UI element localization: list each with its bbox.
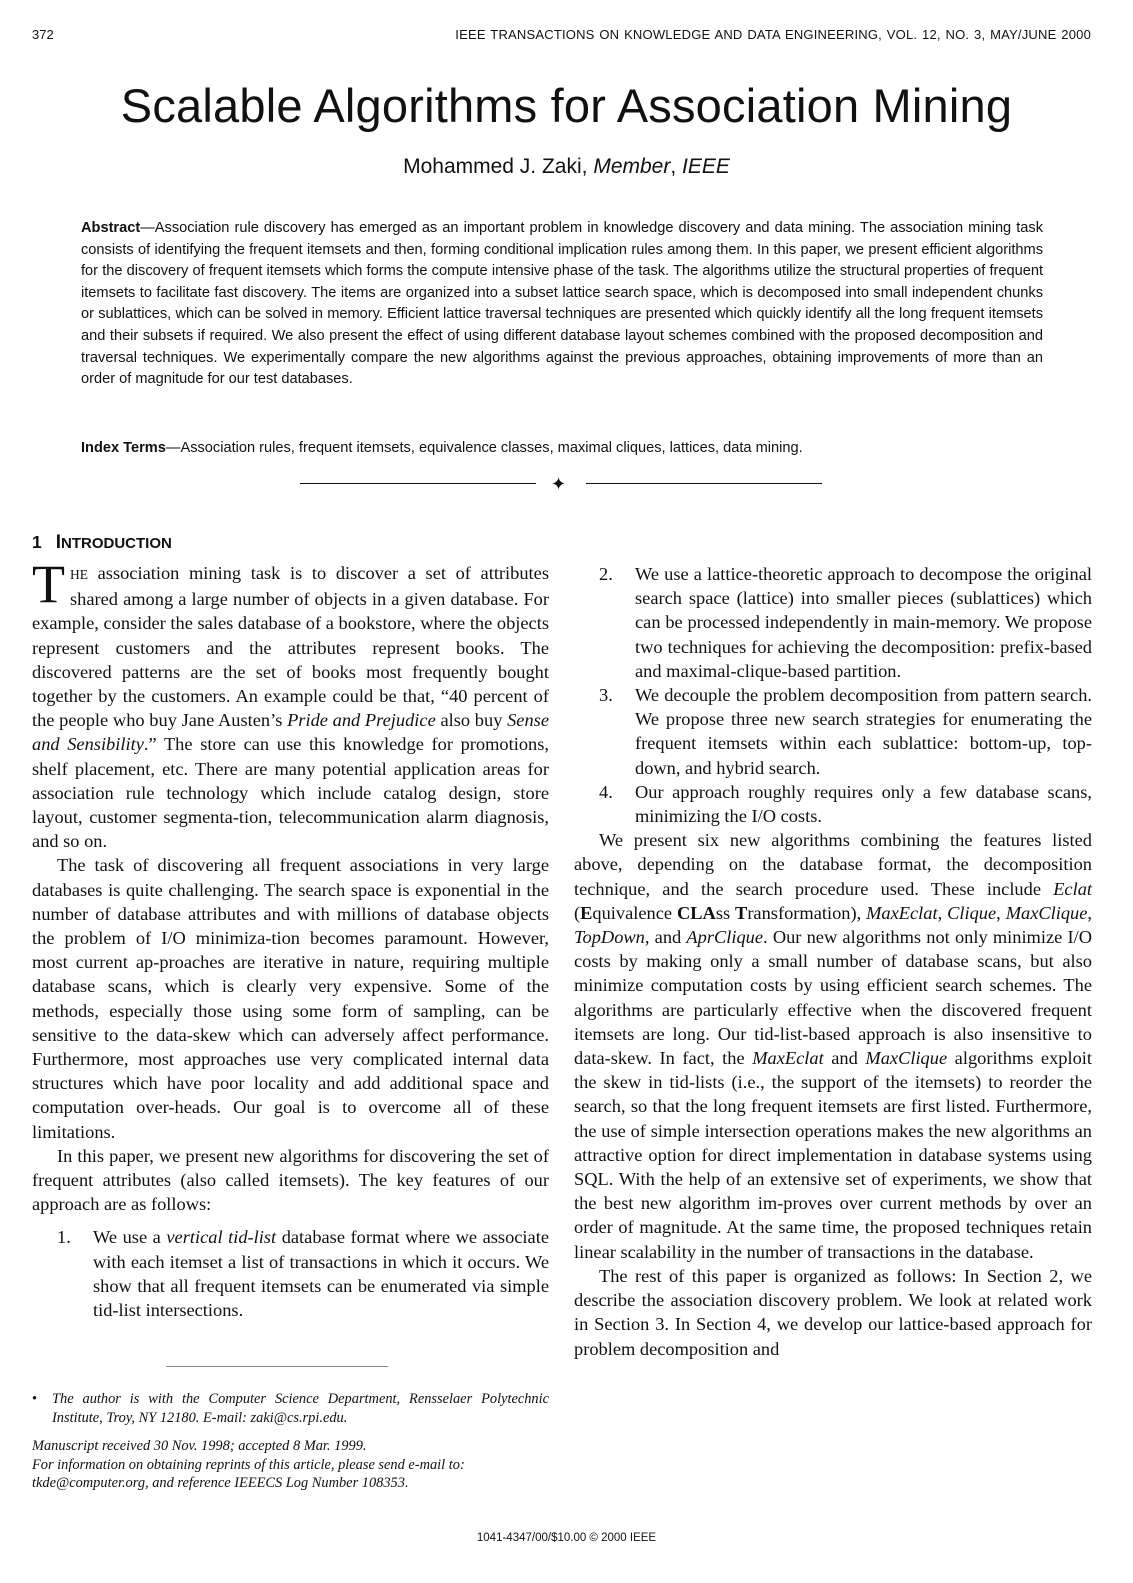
bullet-icon: •	[32, 1391, 38, 1407]
journal-header: IEEE TRANSACTIONS ON KNOWLEDGE AND DATA ENGINEERING, VOL. 12, NO. 3, MAY/JUNE 2000	[455, 27, 1091, 42]
list-item-number: 2.	[599, 564, 613, 584]
intro-paragraph-2: The task of discovering all frequent associations in very large databases is quite challenging. The search space is exponential in the number of database attributes and with millions of database objects the problem of I/O minimiza-tion becomes paramount. However, most current ap-proaches are iterative in nature, requiring multiple database scans, which is clearly very expensive. Some of the methods, especially those using some form of sampling, can be sensitive to the data-skew which can adversely affect performance. Furthermore, most approaches use very complicated internal data structures which have poor locality and add additional space and computation over-heads. Our goal is to overcome all of these limitations.	[32, 855, 549, 1142]
algorithm-name: MaxEclat	[866, 902, 938, 923]
section-divider	[300, 474, 822, 494]
list-item: 4. Our approach roughly requires only a few database scans, minimizing the I/O costs.	[599, 781, 1092, 827]
footnote-rule	[166, 1366, 388, 1367]
list-item-number: 1.	[57, 1227, 71, 1248]
intro-paragraph-3: In this paper, we present new algorithms for discovering the set of frequent attributes (also called itemsets). The key features of our approach are as follows:	[32, 1145, 549, 1215]
left-column	[32, 554, 549, 1322]
algorithm-name: MaxEclat	[752, 1048, 824, 1069]
index-terms-label: Index Terms	[81, 440, 166, 456]
algorithm-name: MaxClique	[865, 1048, 948, 1069]
footnote-author: • The author is with the Computer Science Department, Rensselaer Polytechnic Institute, Troy, NY 12180. E-mail: zaki@cs.rpi.edu.	[32, 1391, 549, 1426]
section-number: 1	[32, 532, 42, 552]
algorithm-name: Eclat	[1053, 878, 1092, 899]
abstract-label: Abstract	[81, 220, 141, 236]
feature-list	[32, 1225, 549, 1322]
list-item-number: 3.	[599, 685, 613, 706]
author-org: IEEE	[682, 155, 730, 178]
section-title-initial: I	[55, 532, 62, 553]
author-line: Mohammed J. Zaki, Member, IEEE	[403, 155, 730, 178]
list-item: 1. We use a vertical tid-list database format where we associate with each itemset a list of transactions in which it occurs. We show that all frequent itemsets can be enumerated via simple tid-list intersections.	[57, 1227, 549, 1321]
book-title: Sense and Sensibility	[32, 710, 549, 755]
paper-title: Scalable Algorithms for Association Mining	[120, 79, 1013, 132]
algorithm-name: Clique	[947, 902, 997, 923]
algorithm-name: MaxClique	[1005, 902, 1088, 923]
footnote-reprints: For information on obtaining reprints of this article, please send e-mail to: tkde@computer.org, and reference IEEECS Log Number 108353.	[32, 1456, 465, 1491]
section-title-rest: NTRODUCTION	[61, 535, 172, 552]
index-terms-text: —Association rules, frequent itemsets, equivalence classes, maximal cliques, lattices, data mining.	[165, 440, 803, 456]
footnote-manuscript: Manuscript received 30 Nov. 1998; accepted 8 Mar. 1999.	[32, 1438, 367, 1454]
drop-cap: T	[32, 554, 65, 614]
index-terms	[81, 438, 1043, 459]
diamond-icon: ✦	[551, 474, 567, 494]
list-item: 2. We use a lattice-theoretic approach to decompose the original search space (lattice) into smaller pieces (sublattices) which can be processed independently in main-memory. We propose two techniques for achieving the decomposition: prefix-based and maximal-clique-based partition.	[599, 564, 1092, 681]
abstract-text: —Association rule discovery has emerged as an important problem in knowledge discovery and data mining. The association mining task consists of identifying the frequent itemsets and then, forming conditional implication rules among them. In this paper, we present efficient algorithms for the discovery of frequent itemsets which forms the compute intensive phase of the task. The algorithms utilize the structural properties of frequent itemsets to facilitate fast discovery. The items are organized into a subset lattice search space, which is decomposed into small independent chunks or sublattices, which can be solved in memory. Efficient lattice traversal techniques are presented which quickly identify all the long frequent itemsets and their subsets if required. We also present the effect of using different database layout schemes combined with the proposed decomposition and traversal techniques. We experimentally compare the new algorithms against the previous approaches, obtaining improvements of more than an order of magnitude for our test databases.	[81, 220, 1043, 388]
author-role: Member	[593, 155, 671, 178]
right-column	[574, 562, 1092, 1361]
list-item-number: 4.	[599, 781, 613, 802]
copyright-footer: 1041-4347/00/$10.00 © 2000 IEEE	[476, 1532, 657, 1544]
abstract	[81, 218, 1043, 391]
algorithm-name: AprClique	[686, 927, 764, 948]
intro-paragraph-4: We present six new algorithms combining the features listed above, depending on the database format, the decomposition technique, and the search procedure used. These include Eclat (Equivalence CLAss Transformation), MaxEclat, Clique, MaxClique, TopDown, and AprClique. Our new algorithms not only minimize I/O costs by making only a small number of database scans, but also minimize computation costs by using efficient search schemes. The algorithms are particularly effective when the discovered frequent itemsets are long. Our tid-list-based approach is also insensitive to data-skew. In fact, the MaxEclat and MaxClique algorithms exploit the skew in tid-lists (i.e., the support of the itemsets) to reorder the search, so that the long frequent itemsets are first listed. Furthermore, the use of simple intersection operations makes the new algorithms an attractive option for direct implementation in database systems using SQL. With the help of an extensive set of experiments, we show that the best new algorithm im-proves over current methods by over an order of magnitude. At the same time, the proposed techniques retain linear scalability in the number of transactions in the database.	[574, 830, 1093, 1262]
intro-paragraph-1: THE association mining task is to discover a set of attributes shared among a large number of objects in a given database. For example, consider the sales database of a bookstore, where the objects represent customers and the attributes represent books. The discovered patterns are the set of books most frequently bought together by the customers. An example could be that, “40 percent of the people who buy Jane Austen’s Pride and Prejudice also buy Sense and Sensibility.” The store can use this knowledge for promotions, shelf placement, etc. There are many potential application areas for association rule technology which include catalog design, store layout, customer segmenta-tion, telecommunication alarm diagnosis, and so on.	[32, 554, 549, 852]
divider-line-right	[586, 483, 822, 484]
author-name: Mohammed J. Zaki,	[403, 155, 588, 178]
list-item: 3. We decouple the problem decomposition from pattern search. We propose three new search strategies for enumerating the frequent itemsets within each sublattice: bottom-up, top-down, and hybrid search.	[599, 685, 1092, 778]
footnotes	[32, 1390, 549, 1493]
intro-paragraph-5: The rest of this paper is organized as follows: In Section 2, we describe the association discovery problem. We look at related work in Section 3. In Section 4, we develop our lattice-based approach for problem decomposition and	[574, 1265, 1092, 1359]
divider-line-left	[300, 483, 536, 484]
section-heading	[32, 532, 172, 554]
book-title: Pride and Prejudice	[287, 710, 436, 731]
running-head	[32, 27, 1091, 45]
feature-list-continued	[574, 562, 1092, 828]
page-number: 372	[32, 27, 54, 42]
algorithm-name: TopDown	[574, 927, 645, 948]
